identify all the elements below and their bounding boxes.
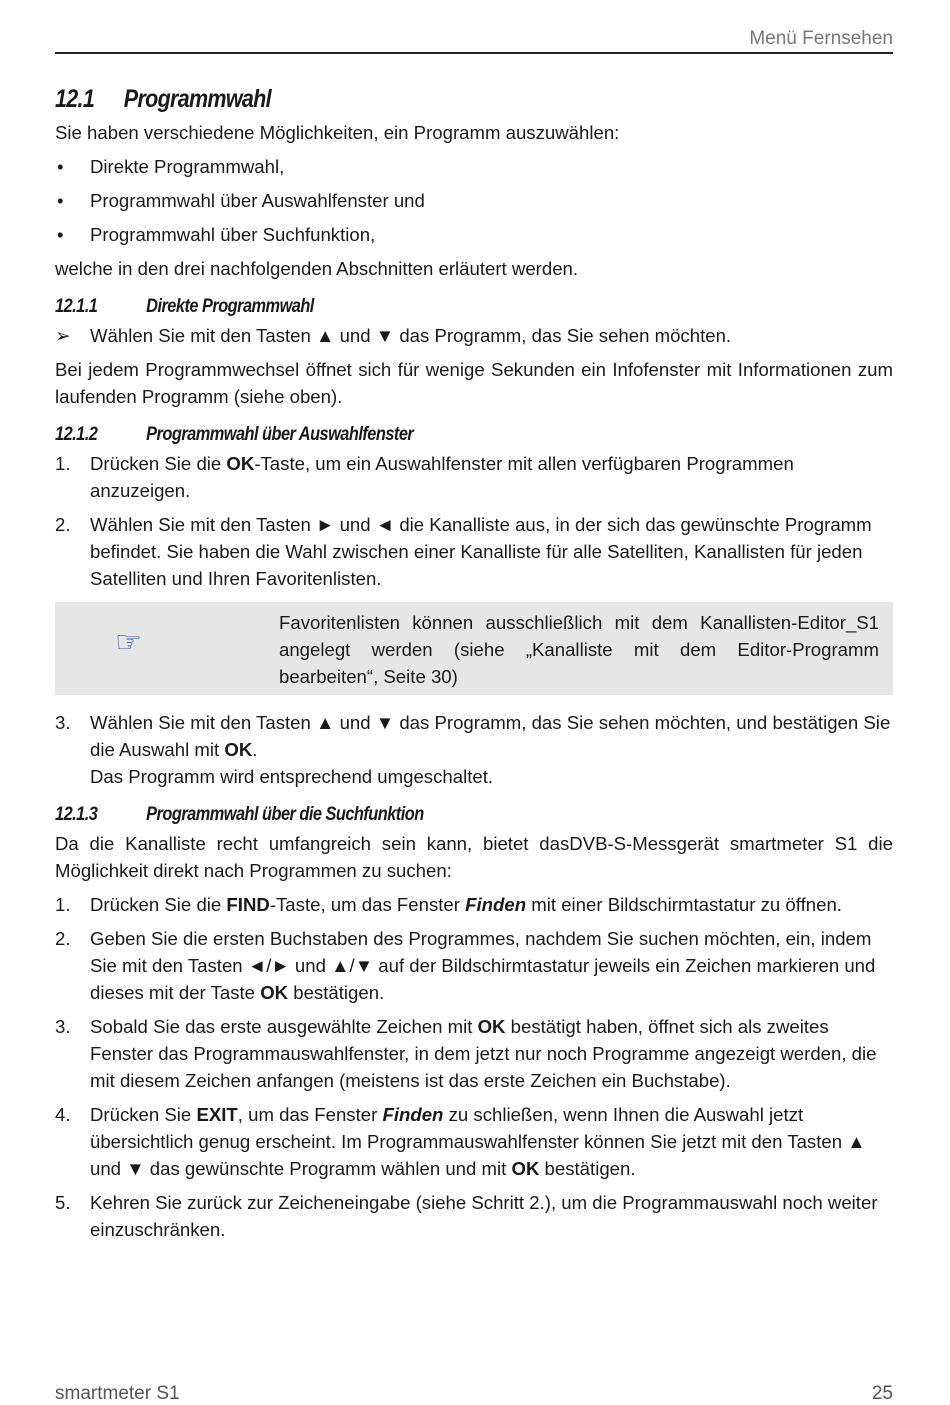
list-item bbox=[55, 221, 893, 248]
subsection-title: Programmwahl über Auswahlfenster bbox=[146, 424, 414, 445]
list-item bbox=[55, 709, 893, 790]
step-text: Drücken Sie die OK-Taste, um ein Auswahlfenster mit allen verfügbaren Programmen anzuzeigen. bbox=[90, 453, 794, 501]
bullet-icon: • bbox=[57, 190, 64, 211]
arrow-bullet-icon: ➢ bbox=[55, 325, 71, 346]
section-number: 12.1 bbox=[55, 85, 95, 113]
list-item bbox=[55, 891, 893, 918]
list-item bbox=[55, 187, 893, 214]
step-text: Wählen Sie mit den Tasten ▲ und ▼ das Programm, das Sie sehen möchten. bbox=[90, 325, 732, 346]
section-intro: Sie haben verschiedene Möglichkeiten, ein Programm auszuwählen: bbox=[55, 122, 620, 143]
step-number: 1. bbox=[55, 894, 71, 915]
numbered-list bbox=[55, 891, 893, 1243]
list-item-text: Direkte Programmwahl, bbox=[90, 156, 285, 177]
section-title: Programmwahl bbox=[123, 85, 271, 113]
page-content bbox=[55, 82, 893, 1250]
list-item bbox=[55, 925, 893, 1006]
subsection-number: 12.1.1 bbox=[55, 296, 98, 317]
list-item bbox=[55, 450, 893, 504]
step-number: 2. bbox=[55, 514, 71, 535]
step-number: 1. bbox=[55, 453, 71, 474]
step-text: Wählen Sie mit den Tasten ► und ◄ die Kanalliste aus, in der sich das gewünschte Programm befindet. Sie haben die Wahl zwischen einer Kanalliste für alle Satelliten, Kanallisten für jeden Satelliten und Ihren Favoritenlisten. bbox=[90, 514, 872, 589]
section-heading bbox=[55, 82, 776, 116]
step-text: Sobald Sie das erste ausgewählte Zeichen mit OK bestätigt haben, öffnet sich als zweites Fenster das Programmauswahlfenster, in dem jetzt nur noch Programme angezeigt werden, die mit diesem Zeichen anfangen (meistens ist das erste Zeichen ein Buchstabe). bbox=[90, 1016, 877, 1091]
step-text: Drücken Sie EXIT, um das Fenster Finden zu schließen, wenn Ihnen die Auswahl jetzt übersichtlich genug erscheint. Im Programmauswahlfenster können Sie jetzt mit den Tasten ▲ und ▼ das gewünschte Programm wählen und mit OK bestätigen. bbox=[90, 1104, 866, 1179]
list-item bbox=[55, 153, 893, 180]
numbered-list bbox=[55, 450, 893, 592]
list-item bbox=[55, 511, 893, 592]
list-item-text: Programmwahl über Suchfunktion, bbox=[90, 224, 376, 245]
list-item bbox=[55, 1101, 893, 1182]
subsection-title: Direkte Programmwahl bbox=[146, 296, 314, 317]
list-item-text: Programmwahl über Auswahlfenster und bbox=[90, 190, 425, 211]
step-number: 5. bbox=[55, 1192, 71, 1213]
step-number: 4. bbox=[55, 1104, 71, 1125]
paragraph: Da die Kanalliste recht umfangreich sein kann, bietet dasDVB-S-Messgerät smartmeter S1 die Möglichkeit direkt nach Programmen zu suchen: bbox=[55, 833, 893, 881]
running-header: Menü Fernsehen bbox=[749, 28, 893, 49]
subsection-number: 12.1.3 bbox=[55, 804, 98, 825]
header-rule bbox=[55, 52, 893, 54]
subsection-heading bbox=[55, 294, 776, 320]
numbered-list bbox=[55, 709, 893, 790]
subsection-heading bbox=[55, 802, 776, 828]
bullet-icon: • bbox=[57, 224, 64, 245]
step-text: Drücken Sie die FIND-Taste, um das Fenster Finden mit einer Bildschirmtastatur zu öffnen. bbox=[90, 894, 842, 915]
page-number: 25 bbox=[871, 1383, 893, 1404]
bullet-list bbox=[55, 153, 893, 248]
step-number: 3. bbox=[55, 712, 71, 733]
step-number: 2. bbox=[55, 928, 71, 949]
note-box bbox=[55, 602, 893, 695]
bullet-icon: • bbox=[57, 156, 64, 177]
arrow-step bbox=[55, 322, 893, 349]
note-text: Favoritenlisten können ausschließlich mit dem Kanallisten-Editor_S1 angelegt werden (siehe „Kanalliste mit dem Editor-Programm bearbeiten“, Seite 30) bbox=[279, 612, 879, 687]
step-number: 3. bbox=[55, 1016, 71, 1037]
step-text: Kehren Sie zurück zur Zeicheneingabe (siehe Schritt 2.), um die Programmauswahl noch weiter einzuschränken. bbox=[90, 1192, 878, 1240]
step-text: Wählen Sie mit den Tasten ▲ und ▼ das Programm, das Sie sehen möchten, und bestätigen Sie die Auswahl mit OK. Das Programm wird entsprechend umgeschaltet. bbox=[90, 712, 891, 787]
step-text: Geben Sie die ersten Buchstaben des Programmes, nachdem Sie suchen möchten, ein, indem Sie mit den Tasten ◄/► und ▲/▼ auf der Bildschirmtastatur jeweils ein Zeichen markieren und dieses mit der Taste OK bestätigen. bbox=[90, 928, 876, 1003]
list-item bbox=[55, 1189, 893, 1243]
subsection-heading bbox=[55, 422, 776, 448]
paragraph: Bei jedem Programmwechsel öffnet sich für wenige Sekunden ein Infofenster mit Informationen zum laufenden Programm (siehe oben). bbox=[55, 359, 893, 407]
footer-product: smartmeter S1 bbox=[55, 1383, 180, 1404]
subsection-number: 12.1.2 bbox=[55, 424, 98, 445]
pointing-hand-icon: ☞ bbox=[115, 625, 142, 660]
section-outro: welche in den drei nachfolgenden Abschnitten erläutert werden. bbox=[55, 258, 579, 279]
subsection-title: Programmwahl über die Suchfunktion bbox=[146, 804, 424, 825]
list-item bbox=[55, 1013, 893, 1094]
